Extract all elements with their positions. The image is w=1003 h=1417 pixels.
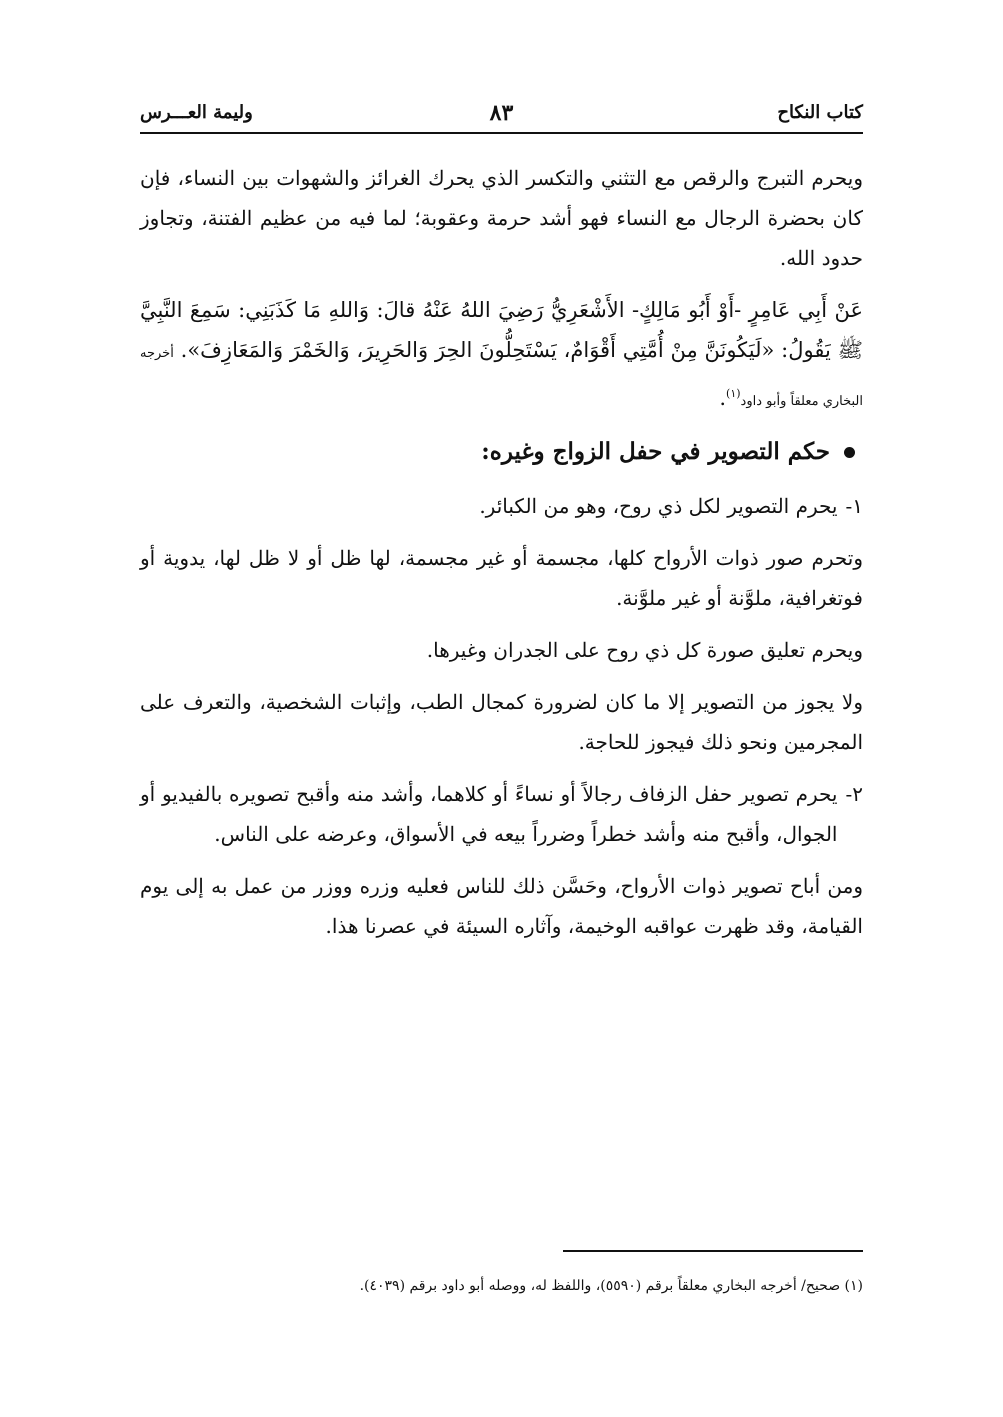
hadith-source: أخرجه البخاري معلقاً وأبو داود: [140, 346, 863, 409]
paragraph-exceptions: ولا يجوز من التصوير إلا ما كان لضرورة كمجال الطب، وإثبات الشخصية، والتعرف على المجرمين ونحو ذلك فيجوز للحاجة.: [140, 690, 863, 754]
period: .: [719, 386, 727, 410]
paragraph-hanging-images: ويحرم تعليق صورة كل ذي روح على الجدران وغيرها.: [426, 638, 863, 662]
footnote-reference[interactable]: (١): [726, 387, 741, 400]
bullet-icon: [844, 447, 855, 458]
numbered-item-1: [140, 486, 863, 526]
item-number: ٢-: [845, 782, 863, 806]
item-text: يحرم تصوير حفل الزفاف رجالاً أو نساءً أو كلاهما، وأشد منه وأقبح تصويره بالفيديو أو الجوال، وأقبح منه وأشد خطراً وضرراً بيعه في الأسواق، وعرضه على الناس.: [140, 782, 838, 846]
page-body: [140, 158, 863, 958]
item-number: ١-: [845, 494, 863, 518]
item-text: يحرم التصوير لكل ذي روح، وهو من الكبائر.: [479, 494, 838, 518]
page-number: ٨٣: [489, 100, 514, 126]
footnote: (١) صحيح/ أخرجه البخاري معلقاً برقم (٥٥٩٠)، واللفظ له، ووصله أبو داود برقم (٤٠٣٩).: [359, 1278, 863, 1294]
paragraph-images-forbidden: وتحرم صور ذوات الأرواح كلها، مجسمة أو غير مجسمة، لها ظل أو لا ظل لها، يدوية أو فوتغرافية، ملوَّنة أو غير ملوَّنة.: [140, 546, 863, 610]
paragraph-consequence: ومن أباح تصوير ذوات الأرواح، وحَسَّن ذلك للناس فعليه وزره ووزر من عمل به إلى يوم القيامة، وقد ظهرت عواقبه الوخيمة، وآثاره السيئة في عصرنا هذا.: [140, 874, 863, 938]
chapter-title: وليمة العـــرس: [140, 102, 253, 123]
section-heading-text: حكم التصوير في حفل الزواج وغيره:: [481, 438, 830, 465]
header-divider: [140, 132, 863, 134]
page-header: [140, 100, 863, 130]
book-title: كتاب النكاح: [777, 102, 863, 123]
section-heading: [140, 432, 863, 472]
hadith-paragraph: [140, 290, 863, 422]
hadith-text: عَنْ أَبِي عَامِرٍ -أَوْ أَبُو مَالِكٍ- الأَشْعَرِيُّ رَضِيَ اللهُ عَنْهُ قالَ: وَاللهِ مَا كَذَبَنِي: سَمِعَ النَّبِيَّ ﷺ يَقُولُ: «لَيَكُونَنَّ مِنْ أُمَّتِي أَقْوَامٌ، يَسْتَحِلُّونَ الحِرَ وَالحَرِيرَ، وَالخَمْرَ وَالمَعَازِفَ».: [140, 298, 863, 362]
numbered-item-2: [140, 774, 863, 854]
paragraph-intro: ويحرم التبرج والرقص مع التثني والتكسر الذي يحرك الغرائز والشهوات بين النساء، فإن كان بحضرة الرجال مع النساء فهو أشد حرمة وعقوبة؛ لما فيه من عظيم الفتنة، وتجاوز حدود الله.: [140, 166, 863, 270]
footnote-divider: [563, 1250, 863, 1252]
